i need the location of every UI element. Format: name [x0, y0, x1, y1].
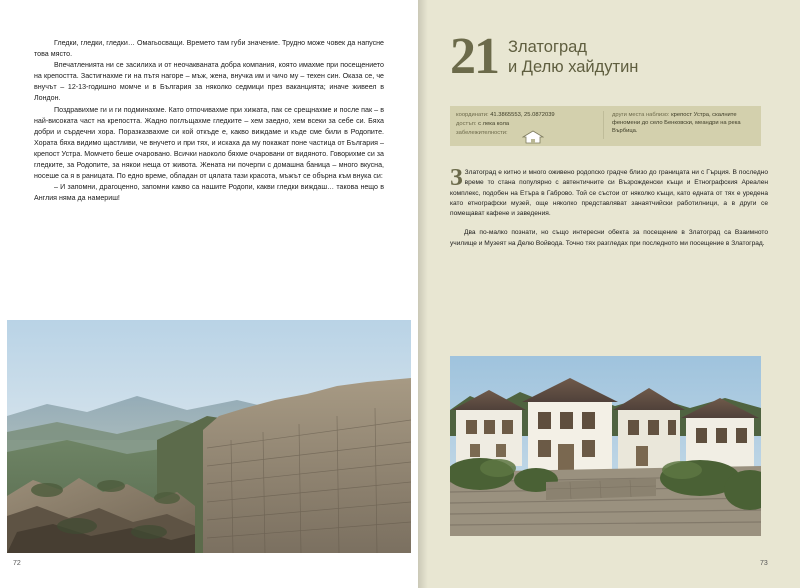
right-page [418, 0, 800, 588]
chapter-title [508, 37, 638, 77]
drop-cap: З [450, 165, 463, 191]
chapter-header [450, 28, 639, 85]
info-value-access: с лека кола [478, 121, 510, 128]
paragraph: Гледки, гледки, гледки… Омагьосващи. Времето там губи значение. Трудно може човек да напусне това място. [34, 39, 384, 59]
photo-illustration [7, 320, 411, 553]
info-label-coordinates: координати: [456, 112, 489, 118]
info-box [450, 106, 761, 146]
page-number-left: 72 [13, 560, 21, 567]
house-icon [522, 130, 544, 144]
paragraph: Поздравихме ги и ги подминахме. Като отпочивахме при хижата, пак се срещнахме и после пак – в най-високата част на крепостта. Жадно поглъщахме гледките – хем заедно, хем всеки за себе си. Бяха добри и сърдечни хора. Поразказвахме си кой откъде е, какво виждаме и къде сме били в Родопите. Хората бяха видимо щастливи, че внучето и при тях, и искаха да му покажат поне частица от България – крепост Устра. Момчето беше очаровано. Всички наоколо бяхме очаровани от видяното. Говорихме си за гледките, за Родопите, за някои неща от живота. Жената ни почерпи с домашна баница – много вкусна, носеше са я в раницата. По едно време, обладан от цялата тази красота, мъжът се обърна към внука си: [34, 105, 384, 181]
info-label-access: достъп: [456, 121, 477, 128]
info-value-coordinates: 41.3865553, 25.0872039 [490, 112, 555, 118]
chapter-title-line2: и Делю хайдутин [508, 58, 639, 76]
info-row-coordinates [456, 111, 597, 119]
paragraph: – И запомни, драгоценно, запомни какво са нашите Родопи, какви гледки виждаш… такова нещо в Англия няма да намериш! [34, 183, 384, 203]
paragraph-with-dropcap [450, 165, 768, 219]
paragraph: Два по-малко познати, но също интересни обекта за посещение в Златоград са Взаимното училище и Музеят на Делю Войвода. Точно тях разгледах при последното ми посещение в Златоград. [450, 229, 768, 247]
info-row-access [456, 120, 597, 128]
paragraph: Впечатленията ни се засилиха и от неочакваната добра компания, която имахме при посещението на крепостта. Застигнахме ги на пътя нагоре – мъж, жена, внучка им и чичо му – техен син. Оказа се, че внучът – 12-13-годишно момче и в България за няколко седмици през ваканцията; иначе живеел в Лондон. [34, 61, 384, 103]
gutter-shadow [418, 0, 428, 588]
paragraph-text: Златоград е китно и много оживено родопско градче близо до границата ни с Гърция. В последно време то стана популярно с автентичните си Възрожденски къщи и Етнографския Ареален комплекс, подобен на Етъра в Габрово. Той се състои от няколко къщи, като едната от тях е уредена като етнографски музей, още няколко представляват занаятчийски работилници, а в други се помещават кафене и заведения. [450, 169, 768, 218]
right-page-body-text [450, 165, 768, 249]
photo-illustration [450, 356, 761, 536]
zlatograd-old-houses-photo [450, 356, 761, 536]
chapter-number: 21 [450, 28, 498, 85]
info-value-nearby: крепост Устра, скалните феномени до село Бенковски, меандри на река Върбица. [612, 112, 741, 135]
page-number-right: 73 [760, 560, 768, 567]
info-box-right-column [604, 111, 755, 139]
info-row-nearby [612, 111, 755, 136]
chapter-title-line1: Златоград [508, 38, 587, 56]
info-label-landmarks: забележителности: [456, 130, 508, 137]
house-icon-glyph [522, 130, 544, 144]
left-page-body-text [34, 38, 384, 204]
info-label-nearby: други места наблизо: [612, 112, 670, 118]
fortress-ruins-landscape-photo [7, 320, 411, 553]
